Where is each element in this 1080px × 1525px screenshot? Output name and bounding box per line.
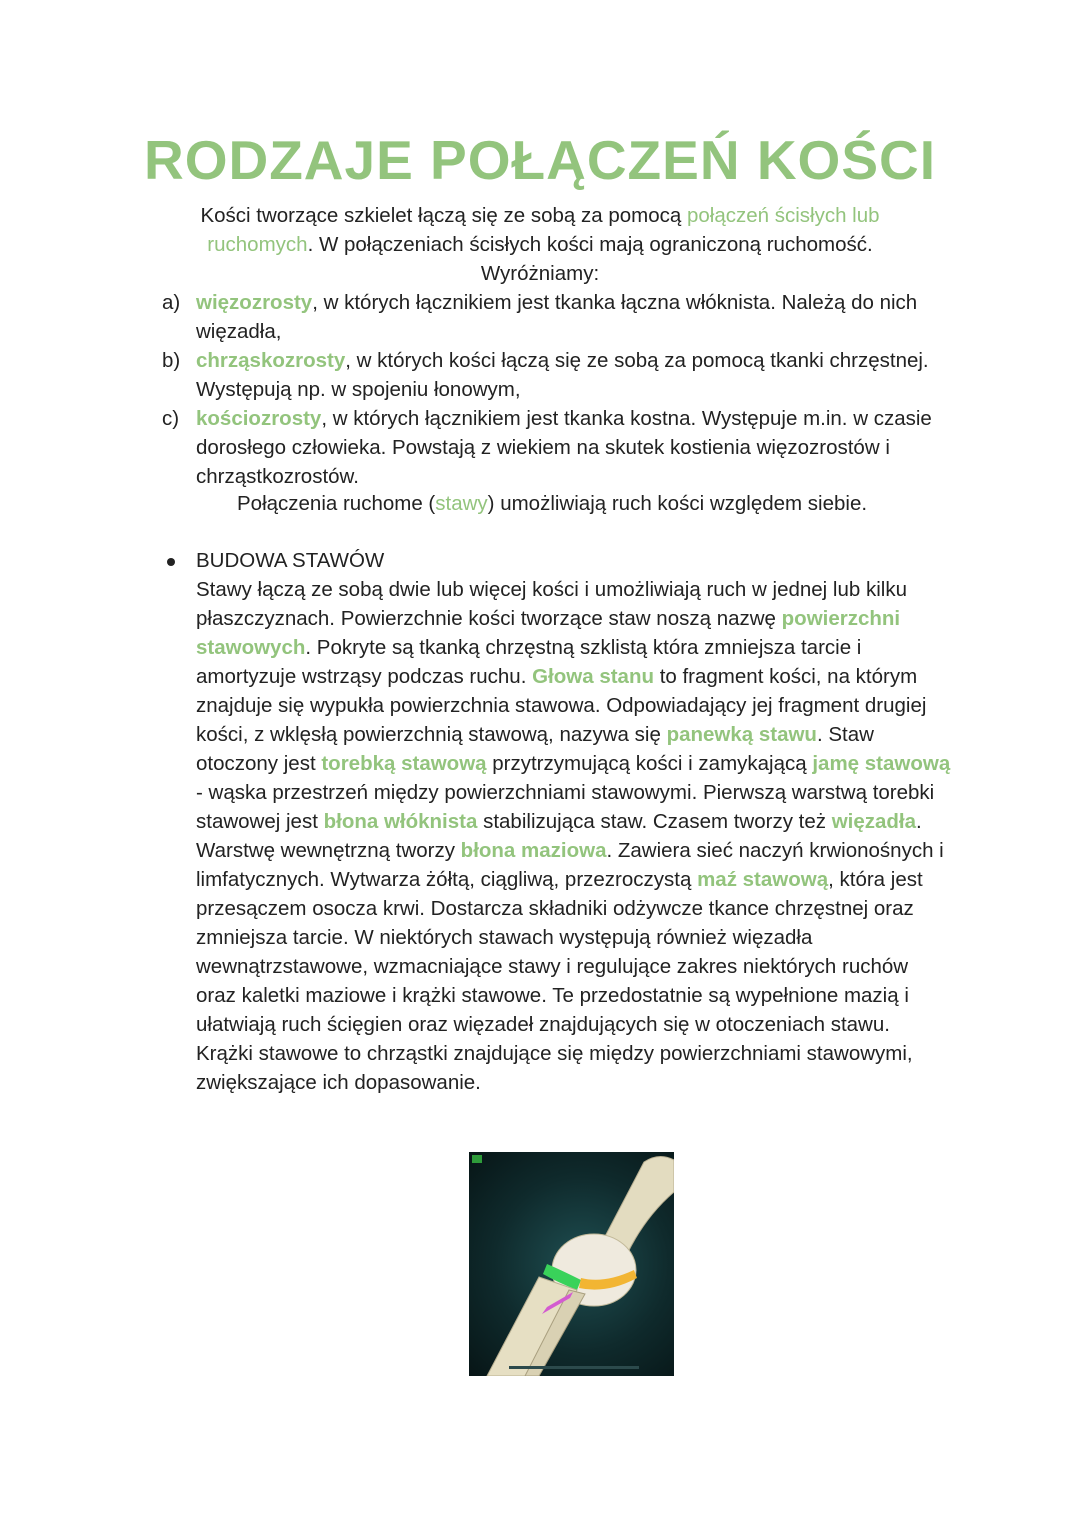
term-highlight: maź stawową	[697, 868, 829, 891]
movable-joints-sentence	[237, 489, 957, 518]
body-text: , która jest przesączem osocza krwi. Dostarcza składniki odżywcze tkance chrzęstnej oraz zmniejsza tarcie. W niektórych stawach występują również więzadła wewnątrzstawowe, wzmacniające stawy i regulujące zakres niektórych ruchów oraz kaletki maziowe i krążki stawowe. Te przedostatnie są wypełnione mazią i ułatwiają ruch ścięgien oraz więzadeł znajdujących się w otoczeniach stawu. Krążki stawowe to chrząstki znajdujące się między powierzchniami stawowymi, zwiększające ich dopasowanie.	[196, 868, 923, 1094]
section-body	[196, 575, 952, 1097]
term-highlight: błona włóknista	[323, 810, 478, 833]
term-highlight: więzadła	[831, 810, 917, 833]
movable-text-1: Połączenia ruchome (	[237, 492, 436, 515]
app-badge-icon	[472, 1155, 482, 1163]
body-text: stabilizująca staw. Czasem tworzy też	[477, 810, 832, 833]
list-item	[162, 288, 942, 346]
body-text: . Warstwę wewnętrzną tworzy	[196, 810, 922, 862]
body-text: Stawy łączą ze sobą dwie lub więcej kości i umożliwiają ruch w jednej lub kilku płaszczyznach. Powierzchnie kości tworzące staw noszą nazwę	[196, 578, 907, 630]
elbow-joint-icon	[469, 1152, 674, 1376]
intro-highlight: połączeń ścisłych lub ruchomych	[207, 204, 880, 256]
intro-paragraph	[150, 201, 930, 288]
body-text: . Staw otoczony jest	[196, 723, 874, 775]
joint-types-list	[162, 288, 942, 491]
term-highlight: chrząskozrosty	[196, 349, 346, 372]
elbow-joint-image	[469, 1152, 674, 1376]
list-item	[162, 404, 942, 491]
caption-bar	[509, 1366, 639, 1369]
section-heading: BUDOWA STAWÓW	[196, 549, 385, 572]
movable-highlight: stawy	[435, 492, 488, 515]
body-text: . Pokryte są tkanką chrzęstną szklistą która zmniejsza tarcie i amortyzuje wstrząsy podczas ruchu.	[196, 636, 862, 688]
movable-text-2: ) umożliwiają ruch kości względem siebie.	[487, 492, 868, 515]
list-item-text: , w których łącznikiem jest tkanka łączna włóknista. Należą do nich więzadła,	[196, 291, 918, 343]
list-item	[162, 346, 942, 404]
intro-text-1: Kości tworzące szkielet łączą się ze sobą za pomocą	[200, 204, 687, 227]
body-text: to fragment kości, na którym znajduje się wypukła powierzchnia stawowa. Odpowiadający jej fragment drugiej kości, z wklęsłą powierzchnią stawową, nazywa się	[196, 665, 927, 746]
joint-structure-section	[162, 546, 952, 1097]
term-highlight: Głowa stanu	[532, 665, 654, 688]
list-item-text: , w których łącznikiem jest tkanka kostna. Występuje m.in. w czasie dorosłego człowieka. Powstają z wiekiem na skutek kostienia więzozrostów i chrząstkozrostów.	[196, 407, 932, 488]
body-text: - wąska przestrzeń między powierzchniami stawowymi. Pierwszą warstwą torebki stawowej jest	[196, 781, 935, 833]
page-title: RODZAJE POŁĄCZEŃ KOŚCI	[143, 129, 937, 191]
term-highlight: powierzchni stawowych	[196, 607, 901, 659]
bullet-icon	[167, 558, 175, 566]
term-highlight: jamę stawową	[812, 752, 951, 775]
list-marker: c)	[162, 407, 180, 430]
body-text: . Zawiera sieć naczyń krwionośnych i limfatycznych. Wytwarza żółtą, ciągliwą, przezroczystą	[196, 839, 944, 891]
term-highlight: panewką stawu	[666, 723, 817, 746]
term-highlight: kościozrosty	[196, 407, 322, 430]
intro-text-2: . W połączeniach ścisłych kości mają ograniczoną ruchomość. Wyróżniamy:	[307, 233, 873, 285]
body-text: przytrzymującą kości i zamykającą	[486, 752, 813, 775]
list-marker: a)	[162, 291, 181, 314]
list-marker: b)	[162, 349, 181, 372]
term-highlight: torebką stawową	[321, 752, 487, 775]
term-highlight: więzozrosty	[196, 291, 313, 314]
term-highlight: błona maziowa	[460, 839, 607, 862]
list-item-text: , w których kości łączą się ze sobą za pomocą tkanki chrzęstnej. Występują np. w spojeniu łonowym,	[196, 349, 929, 401]
